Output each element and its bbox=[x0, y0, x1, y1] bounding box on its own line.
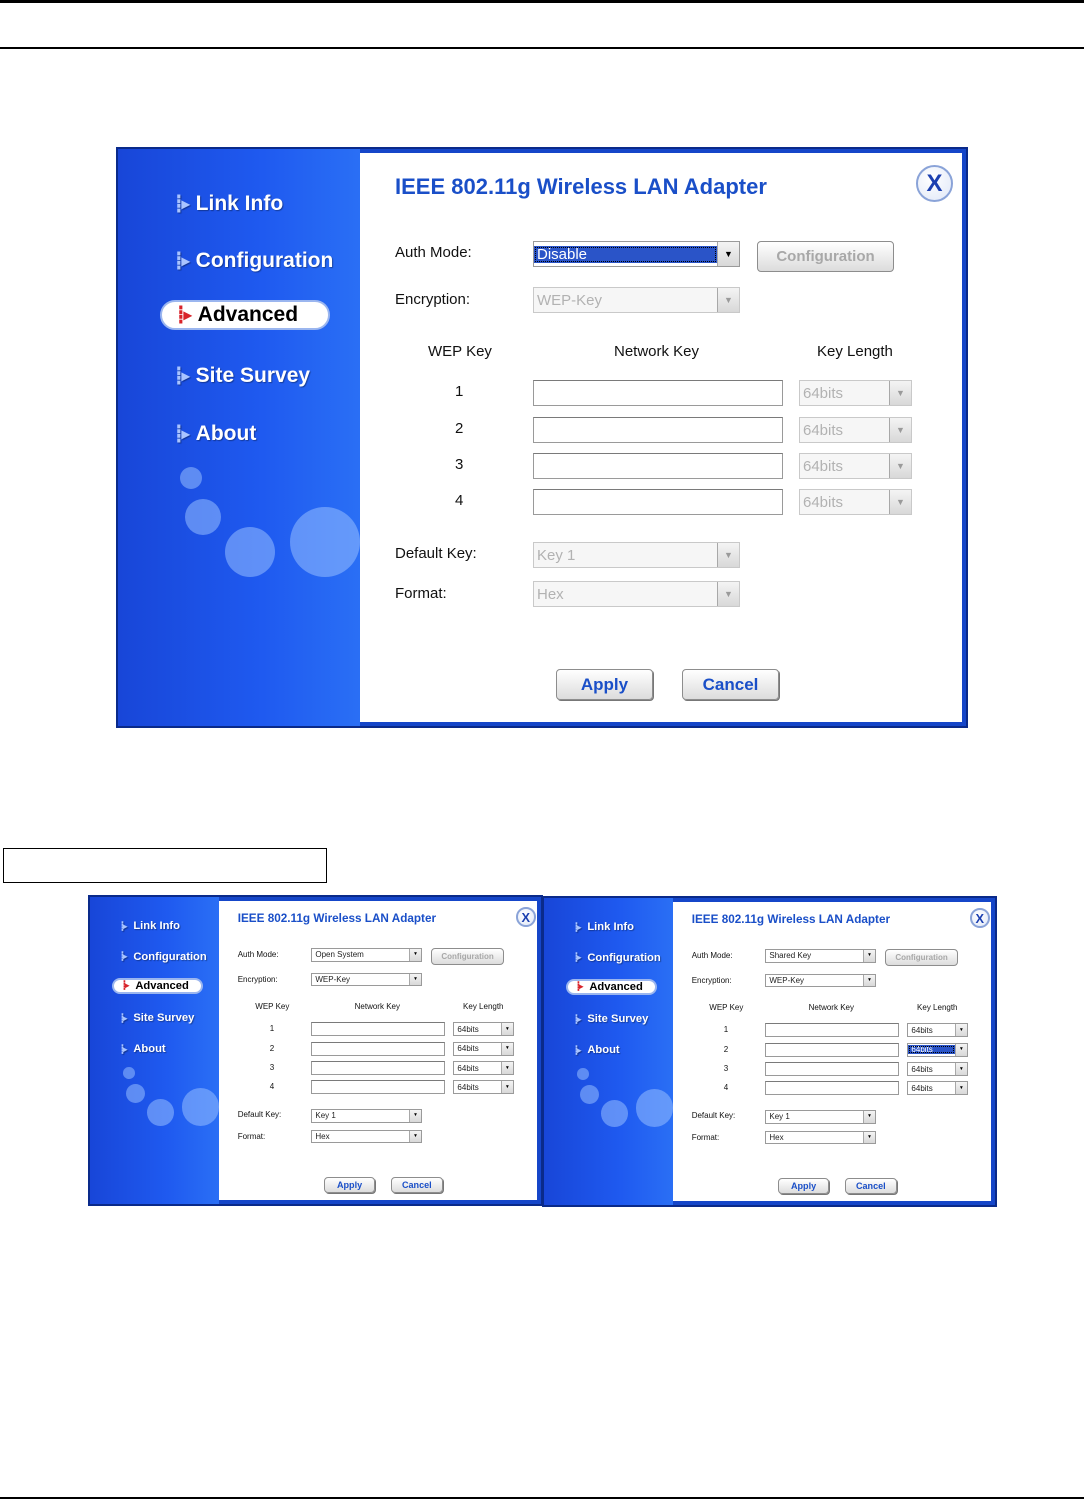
key-length-select[interactable] bbox=[907, 1043, 967, 1057]
nav-item-about[interactable] bbox=[120, 1041, 166, 1057]
key-length-select[interactable] bbox=[453, 1022, 513, 1036]
wep-key-number: 3 bbox=[269, 1062, 275, 1072]
bars-arrow-icon: ┋▸ bbox=[119, 951, 126, 962]
key-length-select-value: 64bits bbox=[911, 1083, 933, 1093]
content-panel bbox=[219, 901, 537, 1200]
wep-key-number: 4 bbox=[269, 1082, 275, 1092]
key-length-select[interactable] bbox=[907, 1062, 967, 1076]
network-key-input[interactable] bbox=[533, 453, 783, 479]
decorative-bubble bbox=[180, 467, 202, 489]
bars-arrow-icon: ┋▸ bbox=[121, 980, 128, 991]
nav-item-label: Link Info bbox=[133, 920, 180, 933]
decorative-bubble bbox=[123, 1067, 135, 1079]
nav-item-advanced[interactable] bbox=[566, 979, 657, 995]
nav-item-site-survey[interactable] bbox=[574, 1011, 648, 1027]
top-border-rule bbox=[0, 0, 1084, 3]
bars-arrow-icon: ┋▸ bbox=[174, 368, 188, 385]
wep-key-number: 1 bbox=[455, 383, 464, 400]
nav-item-label: Advanced bbox=[589, 980, 643, 993]
nav-item-label: About bbox=[133, 1043, 166, 1056]
bars-arrow-icon: ┋▸ bbox=[174, 196, 188, 213]
wep-key-number: 2 bbox=[723, 1044, 729, 1054]
network-key-input[interactable] bbox=[765, 1023, 899, 1037]
bars-arrow-icon: ┋▸ bbox=[174, 253, 188, 270]
wep-key-number: 1 bbox=[269, 1023, 275, 1033]
chevron-down-icon[interactable]: ▼ bbox=[409, 1131, 421, 1143]
key-length-select-value: 64bits bbox=[457, 1024, 479, 1034]
footer-rule bbox=[0, 1497, 1084, 1499]
nav-item-advanced[interactable] bbox=[112, 978, 203, 994]
format-label: Format: bbox=[691, 1132, 720, 1142]
nav-item-label: Link Info bbox=[587, 921, 634, 934]
close-icon[interactable]: X bbox=[916, 165, 953, 202]
chevron-down-icon[interactable]: ▼ bbox=[409, 949, 421, 961]
nav-item-link-info[interactable] bbox=[120, 918, 180, 934]
wep-key-number: 3 bbox=[455, 456, 464, 473]
nav-item-about[interactable] bbox=[574, 1042, 620, 1058]
nav-item-label: Configuration bbox=[195, 249, 334, 272]
network-key-input[interactable] bbox=[311, 1022, 445, 1036]
nav-item-site-survey[interactable] bbox=[174, 361, 310, 391]
bars-arrow-icon: ┋▸ bbox=[575, 981, 582, 992]
wlan-dialog bbox=[88, 895, 543, 1206]
default-key-label: Default Key: bbox=[395, 545, 477, 562]
wep-key-column-header: WEP Key bbox=[709, 1003, 744, 1013]
key-length-select bbox=[799, 489, 912, 515]
decorative-bubble bbox=[225, 527, 275, 577]
nav-item-label: Configuration bbox=[133, 950, 207, 963]
format-label: Format: bbox=[237, 1131, 266, 1141]
nav-item-configuration[interactable] bbox=[120, 949, 207, 965]
chevron-down-icon[interactable]: ▼ bbox=[955, 1082, 967, 1094]
nav-item-label: About bbox=[587, 1044, 620, 1057]
format-select bbox=[533, 581, 740, 607]
sidebar bbox=[90, 897, 219, 1204]
network-key-input[interactable] bbox=[765, 1043, 899, 1057]
wep-key-number: 4 bbox=[455, 492, 464, 509]
sidebar bbox=[118, 149, 360, 726]
network-key-input[interactable] bbox=[311, 1080, 445, 1094]
nav-item-link-info[interactable] bbox=[574, 919, 634, 935]
auth-mode-label: Auth Mode: bbox=[691, 950, 733, 960]
cancel-button[interactable]: Cancel bbox=[845, 1178, 897, 1195]
key-length-select-value: 64bits bbox=[457, 1082, 479, 1092]
decorative-bubble bbox=[182, 1088, 219, 1125]
chevron-down-icon: ▼ bbox=[889, 454, 911, 478]
chevron-down-icon[interactable]: ▼ bbox=[863, 975, 875, 987]
configuration-button[interactable]: Configuration bbox=[757, 241, 894, 272]
nav-item-label: Advanced bbox=[135, 979, 189, 992]
chevron-down-icon: ▼ bbox=[717, 288, 739, 312]
wep-key-column-header: WEP Key bbox=[255, 1002, 290, 1012]
close-icon[interactable]: X bbox=[516, 907, 536, 927]
network-key-column-header: Network Key bbox=[808, 1003, 854, 1013]
chevron-down-icon[interactable]: ▼ bbox=[955, 1044, 967, 1056]
nav-item-link-info[interactable] bbox=[174, 189, 283, 219]
chevron-down-icon[interactable]: ▼ bbox=[955, 1024, 967, 1036]
encryption-select[interactable] bbox=[311, 973, 422, 987]
chevron-down-icon: ▼ bbox=[717, 543, 739, 567]
key-length-select-value: 64bits bbox=[803, 493, 844, 511]
decorative-bubble bbox=[580, 1085, 599, 1104]
bars-arrow-icon: ┋▸ bbox=[119, 1012, 126, 1023]
cancel-button[interactable]: Cancel bbox=[391, 1177, 443, 1194]
decorative-bubble bbox=[126, 1084, 145, 1103]
decorative-bubble bbox=[185, 499, 221, 535]
cancel-button[interactable]: Cancel bbox=[682, 669, 779, 700]
network-key-input[interactable] bbox=[765, 1081, 899, 1095]
apply-button[interactable]: Apply bbox=[556, 669, 653, 700]
wlan-dialog bbox=[116, 147, 968, 728]
key-length-select-value: 64bits bbox=[911, 1025, 933, 1035]
encryption-select-value: WEP-Key bbox=[769, 975, 805, 985]
content-panel bbox=[360, 153, 962, 722]
chevron-down-icon: ▼ bbox=[717, 582, 739, 606]
bars-arrow-icon: ┋▸ bbox=[119, 1043, 126, 1054]
chevron-down-icon[interactable]: ▼ bbox=[409, 974, 421, 986]
network-key-input[interactable] bbox=[311, 1042, 445, 1056]
auth-mode-select[interactable] bbox=[533, 241, 740, 267]
format-select[interactable] bbox=[765, 1131, 876, 1145]
format-select-value: Hex bbox=[769, 1132, 784, 1142]
key-length-select-value: 64bits bbox=[803, 421, 844, 439]
auth-mode-select[interactable] bbox=[765, 949, 876, 963]
nav-item-label: Site Survey bbox=[195, 364, 311, 387]
chevron-down-icon[interactable]: ▼ bbox=[409, 1110, 421, 1122]
network-key-input[interactable] bbox=[533, 489, 783, 515]
encryption-select bbox=[533, 287, 740, 313]
auth-mode-label: Auth Mode: bbox=[395, 244, 472, 261]
chevron-down-icon[interactable]: ▼ bbox=[501, 1062, 513, 1074]
auth-mode-select-value: Disable bbox=[534, 246, 717, 263]
key-length-select-value: 64bits bbox=[911, 1064, 933, 1074]
auth-mode-select[interactable] bbox=[311, 948, 422, 962]
chevron-down-icon[interactable]: ▼ bbox=[955, 1063, 967, 1075]
encryption-select[interactable] bbox=[765, 974, 876, 988]
key-length-select-value: 64bits bbox=[803, 384, 844, 402]
chevron-down-icon[interactable]: ▼ bbox=[863, 1132, 875, 1144]
encryption-label: Encryption: bbox=[691, 975, 732, 985]
decorative-bubble bbox=[636, 1089, 673, 1126]
chevron-down-icon[interactable]: ▼ bbox=[863, 1111, 875, 1123]
nav-item-label: Link Info bbox=[195, 192, 284, 215]
default-key-select-value: Key 1 bbox=[769, 1112, 790, 1122]
chevron-down-icon: ▼ bbox=[889, 381, 911, 405]
key-length-select bbox=[799, 453, 912, 479]
nav-item-label: Configuration bbox=[587, 951, 661, 964]
key-length-select[interactable] bbox=[907, 1081, 967, 1095]
key-length-select bbox=[799, 380, 912, 406]
auth-mode-label: Auth Mode: bbox=[237, 949, 279, 959]
key-length-column-header: Key Length bbox=[917, 1003, 958, 1013]
wep-key-number: 4 bbox=[723, 1083, 729, 1093]
nav-item-about[interactable] bbox=[174, 419, 256, 449]
auth-mode-select-value: Open System bbox=[315, 950, 364, 960]
default-key-select[interactable] bbox=[311, 1109, 422, 1123]
network-key-column-header: Network Key bbox=[614, 343, 700, 360]
dialog-title: IEEE 802.11g Wireless LAN Adapter bbox=[691, 913, 891, 927]
chevron-down-icon: ▼ bbox=[889, 418, 911, 442]
wep-key-number: 1 bbox=[723, 1024, 729, 1034]
header-rule bbox=[0, 47, 1084, 49]
bars-arrow-icon: ┋▸ bbox=[573, 1013, 580, 1024]
format-select[interactable] bbox=[311, 1130, 422, 1144]
decorative-bubble bbox=[147, 1099, 174, 1126]
key-length-select[interactable] bbox=[907, 1023, 967, 1037]
encryption-label: Encryption: bbox=[237, 974, 278, 984]
wep-key-number: 2 bbox=[455, 420, 464, 437]
format-label: Format: bbox=[395, 585, 447, 602]
sidebar bbox=[544, 898, 673, 1205]
nav-item-site-survey[interactable] bbox=[120, 1010, 194, 1026]
bars-arrow-icon: ┋▸ bbox=[176, 307, 190, 324]
nav-item-label: Site Survey bbox=[587, 1013, 649, 1026]
encryption-label: Encryption: bbox=[395, 291, 471, 308]
default-key-select-value: Key 1 bbox=[537, 546, 576, 564]
network-key-input[interactable] bbox=[311, 1061, 445, 1075]
chevron-down-icon[interactable]: ▼ bbox=[717, 242, 739, 266]
format-select-value: Hex bbox=[537, 585, 564, 603]
chevron-down-icon[interactable]: ▼ bbox=[863, 950, 875, 962]
close-icon[interactable]: X bbox=[970, 908, 990, 928]
bars-arrow-icon: ┋▸ bbox=[573, 952, 580, 963]
dialog-title: IEEE 802.11g Wireless LAN Adapter bbox=[395, 174, 767, 199]
network-key-input[interactable] bbox=[533, 380, 783, 406]
default-key-label: Default Key: bbox=[237, 1110, 282, 1120]
nav-item-label: About bbox=[195, 422, 257, 445]
network-key-input[interactable] bbox=[533, 417, 783, 443]
wep-key-number: 3 bbox=[723, 1063, 729, 1073]
key-length-select[interactable] bbox=[453, 1080, 513, 1094]
wep-key-column-header: WEP Key bbox=[428, 343, 492, 360]
key-length-select-value: 64bits bbox=[457, 1063, 479, 1073]
key-length-column-header: Key Length bbox=[463, 1002, 504, 1012]
encryption-select-value: WEP-Key bbox=[537, 291, 603, 309]
auth-mode-select-value: Shared Key bbox=[769, 951, 812, 961]
bars-arrow-icon: ┋▸ bbox=[573, 921, 580, 932]
format-select-value: Hex bbox=[315, 1131, 330, 1141]
key-length-select-value: 64bits bbox=[908, 1045, 955, 1054]
default-key-label: Default Key: bbox=[691, 1111, 736, 1121]
chevron-down-icon[interactable]: ▼ bbox=[501, 1023, 513, 1035]
wep-key-number: 2 bbox=[269, 1043, 275, 1053]
nav-item-advanced[interactable] bbox=[160, 300, 330, 330]
nav-item-label: Site Survey bbox=[133, 1012, 195, 1025]
chevron-down-icon[interactable]: ▼ bbox=[501, 1043, 513, 1055]
decorative-bubble bbox=[601, 1100, 628, 1127]
bars-arrow-icon: ┋▸ bbox=[573, 1044, 580, 1055]
dialog-title: IEEE 802.11g Wireless LAN Adapter bbox=[237, 912, 437, 926]
nav-item-configuration[interactable] bbox=[174, 246, 333, 276]
chevron-down-icon[interactable]: ▼ bbox=[501, 1081, 513, 1093]
nav-item-label: Advanced bbox=[197, 303, 299, 326]
wlan-dialog bbox=[542, 896, 997, 1207]
configuration-button[interactable]: Configuration bbox=[885, 949, 958, 966]
key-length-select bbox=[799, 417, 912, 443]
key-length-select-value: 64bits bbox=[803, 457, 844, 475]
bars-arrow-icon: ┋▸ bbox=[174, 426, 188, 443]
apply-button[interactable]: Apply bbox=[324, 1177, 376, 1194]
key-length-select[interactable] bbox=[453, 1061, 513, 1075]
encryption-select-value: WEP-Key bbox=[315, 974, 351, 984]
decorative-bubble bbox=[577, 1068, 589, 1080]
bars-arrow-icon: ┋▸ bbox=[119, 920, 126, 931]
apply-button[interactable]: Apply bbox=[778, 1178, 830, 1195]
chevron-down-icon: ▼ bbox=[889, 490, 911, 514]
content-panel bbox=[673, 902, 991, 1201]
configuration-button[interactable]: Configuration bbox=[431, 948, 504, 965]
default-key-select[interactable] bbox=[765, 1110, 876, 1124]
key-length-select-value: 64bits bbox=[457, 1044, 479, 1054]
key-length-column-header: Key Length bbox=[817, 343, 893, 360]
caption-box bbox=[3, 848, 327, 883]
default-key-select-value: Key 1 bbox=[315, 1111, 336, 1121]
default-key-select bbox=[533, 542, 740, 568]
decorative-bubble bbox=[290, 507, 360, 577]
key-length-select[interactable] bbox=[453, 1042, 513, 1056]
nav-item-configuration[interactable] bbox=[574, 950, 661, 966]
network-key-input[interactable] bbox=[765, 1062, 899, 1076]
network-key-column-header: Network Key bbox=[354, 1002, 400, 1012]
